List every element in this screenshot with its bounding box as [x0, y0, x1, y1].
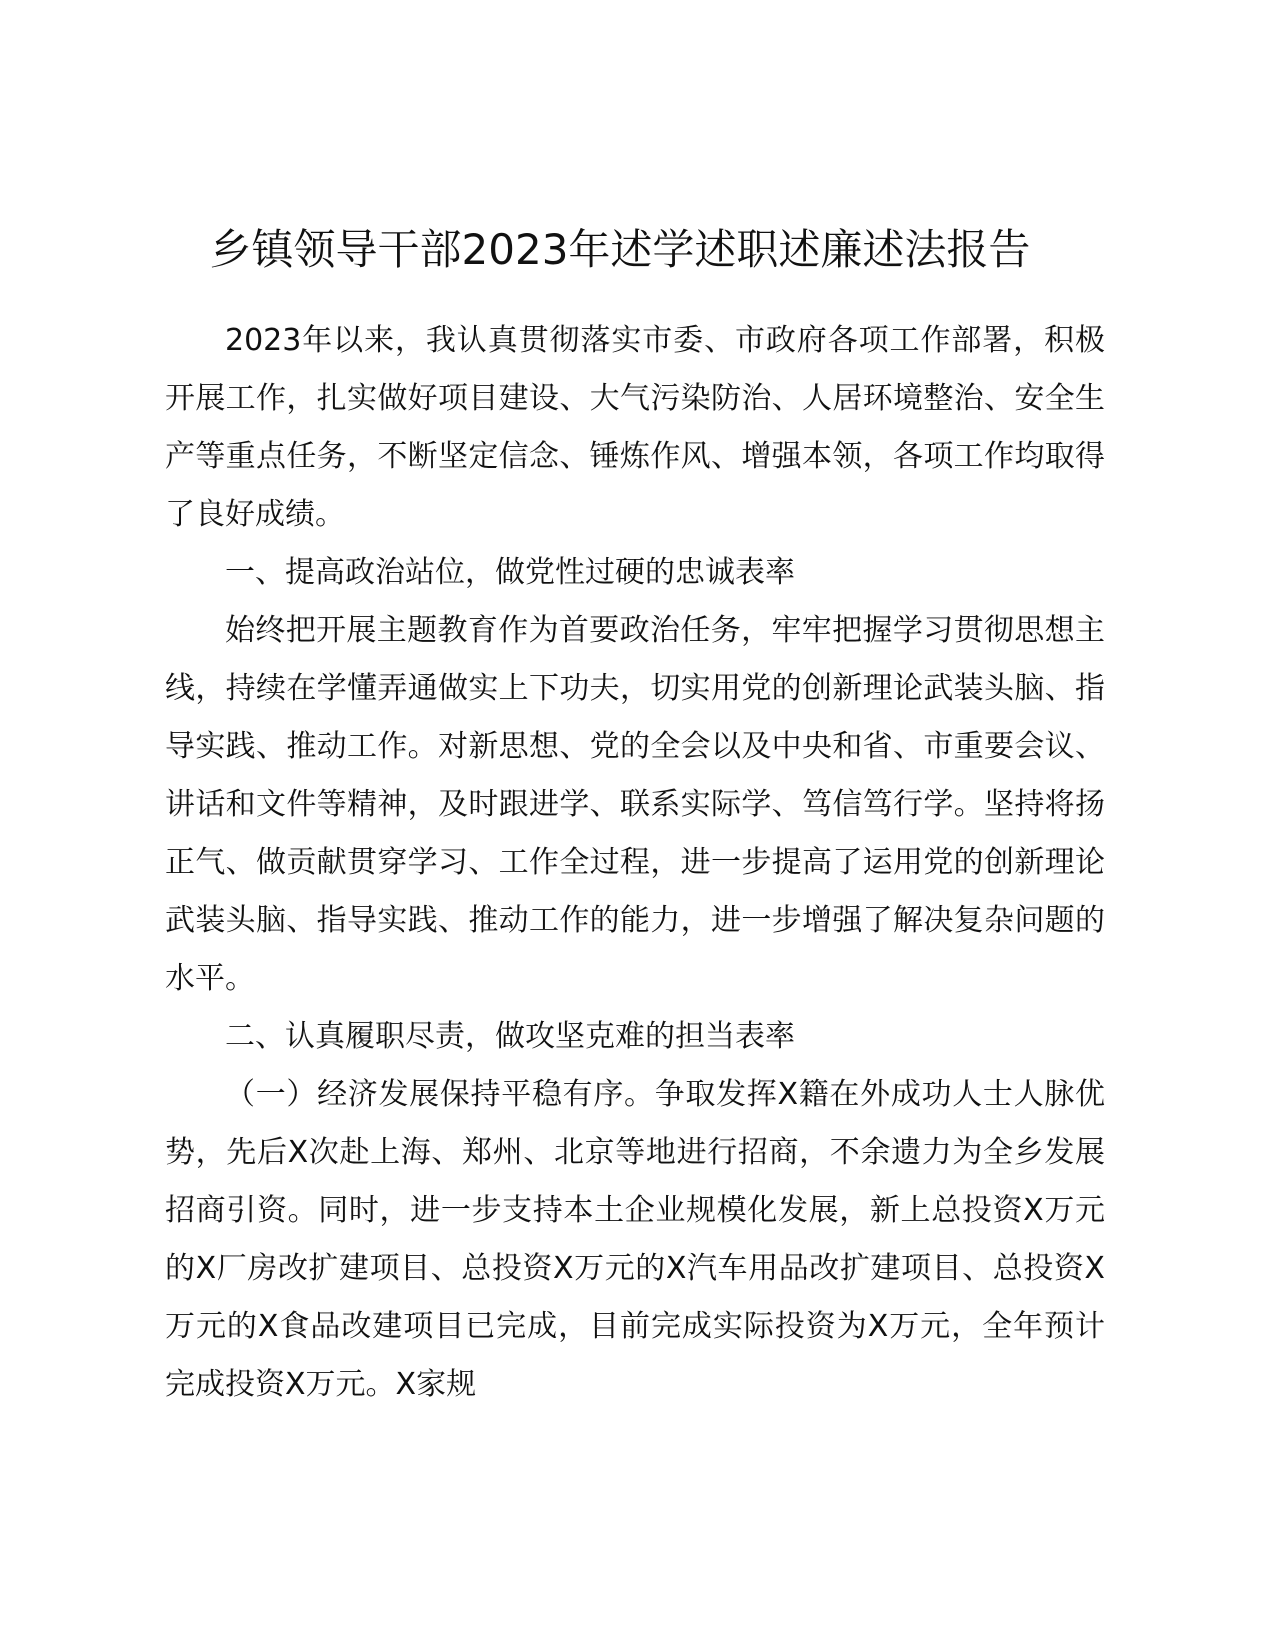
section-2-paragraph: （一）经济发展保持平稳有序。争取发挥X籍在外成功人士人脉优势，先后X次赴上海、郑州、北京等地进行招商，不余遗力为全乡发展招商引资。同时，进一步支持本土企业规模化发展，新上总投资X万元的X厂房改扩建项目、总投资X万元的X汽车用品改扩建项目、总投资X万元的X食品改建项目已完成，目前完成实际投资为X万元，全年预计完成投资X万元。X家规 [165, 1077, 1105, 1402]
section-1-paragraph: 始终把开展主题教育作为首要政治任务，牢牢把握学习贯彻思想主线，持续在学懂弄通做实上下功夫，切实用党的创新理论武装头脑、指导实践、推动工作。对新思想、党的全会以及中央和省、市重要会议、讲话和文件等精神，及时跟进学、联系实际学、笃信笃行学。坚持将扬正气、做贡献贯穿学习、工作全过程，进一步提高了运用党的创新理论武装头脑、指导实践、推动工作的能力，进一步增强了解决复杂问题的水平。 [165, 613, 1105, 996]
section-heading-1: 一、提高政治站位，做党性过硬的忠诚表率 [225, 555, 795, 590]
section-heading-2: 二、认真履职尽责，做攻坚克难的担当表率 [225, 1019, 795, 1054]
document-body [165, 312, 1105, 1414]
intro-paragraph: 2023年以来，我认真贯彻落实市委、市政府各项工作部署，积极开展工作，扎实做好项目建设、大气污染防治、人居环境整治、安全生产等重点任务，不断坚定信念、锤炼作风、增强本领，各项工作均取得了良好成绩。 [165, 323, 1105, 532]
document-title: 乡镇领导干部2023年述学述职述廉述法报告 [209, 225, 1031, 274]
